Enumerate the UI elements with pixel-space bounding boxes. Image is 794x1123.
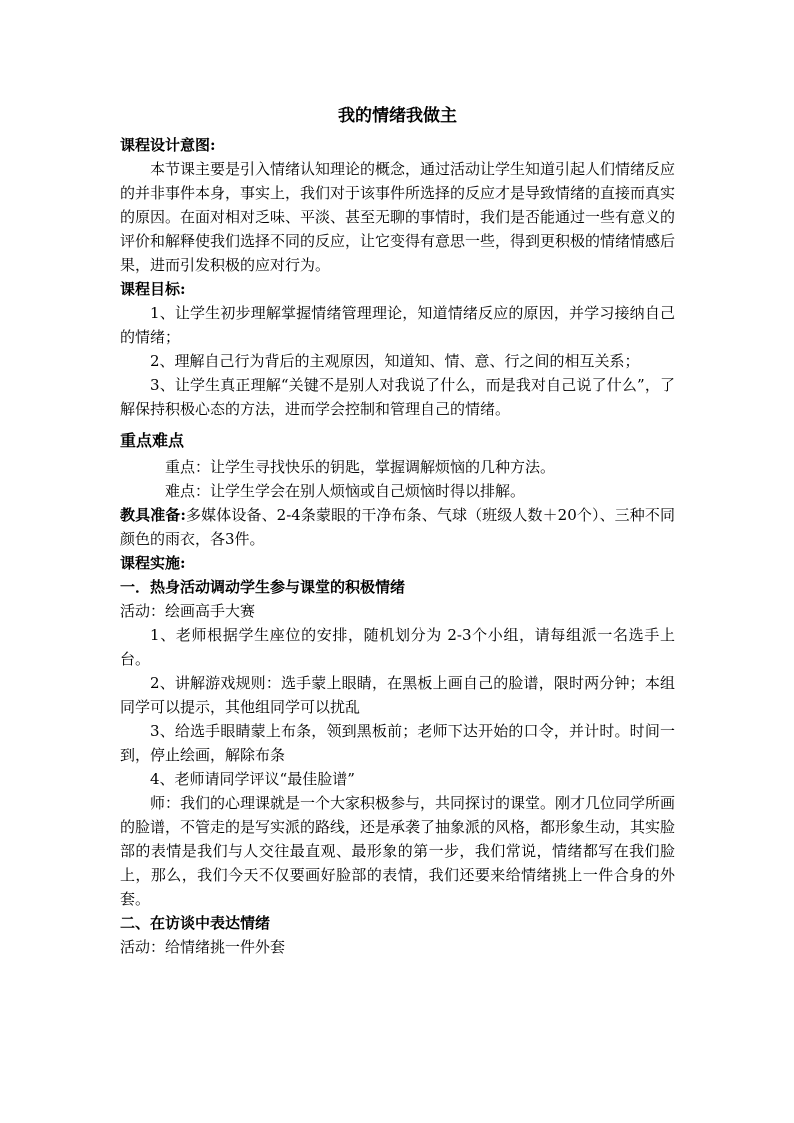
section-1-heading: 一．热身活动调动学生参与课堂的积极情绪 (120, 578, 406, 596)
difficult-point: 难点：让学生学会在别人烦恼或自己烦恼时得以排解。 (165, 482, 526, 500)
materials-text: 多媒体设备、2-4条蒙眼的干净布条、气球（班级人数＋20个）、三种不同颜色的雨衣，各3件。 (120, 506, 675, 548)
goals-heading: 课程目标: (120, 280, 186, 298)
goal-item-3: 3、让学生真正理解“关键不是别人对我说了什么，而是我对自己说了什么”，了解保持积极心态的方法，进而学会控制和管理自己的情绪。 (120, 376, 675, 418)
goal-item-2: 2、理解自己行为背后的主观原因，知道知、情、意、行之间的相互关系； (150, 352, 640, 370)
materials-paragraph (120, 503, 675, 551)
section-1-step-4: 4、老师请同学评议“最佳脸谱” (150, 770, 355, 788)
document-title: 我的情绪我做主 (338, 106, 457, 126)
materials-label: 教具准备: (120, 506, 186, 524)
implementation-heading: 课程实施: (120, 554, 186, 572)
intent-heading: 课程设计意图: (120, 136, 216, 154)
goal-item-1: 1、让学生初步理解掌握情绪管理理论，知道情绪反应的原因，并学习接纳自己的情绪； (120, 304, 675, 346)
section-1-step-3: 3、给选手眼睛蒙上布条，领到黑板前；老师下达开始的口令，并计时。时间一到，停止绘画，解除布条 (120, 722, 675, 764)
key-points-heading: 重点难点 (120, 431, 185, 450)
document-page (120, 103, 675, 959)
key-point: 重点：让学生寻找快乐的钥匙，掌握调解烦恼的几种方法。 (165, 458, 556, 476)
teacher-paragraph: 师：我们的心理课就是一个大家积极参与，共同探讨的课堂。刚才几位同学所画的脸谱，不管走的是写实派的路线，还是承袭了抽象派的风格，都形象生动，其实脸部的表情是我们与人交往最直观、最形象的第一步，我们常说，情绪都写在我们脸上，那么，我们今天不仅要画好脸部的表情，我们还要来给情绪挑上一件合身的外套。 (120, 794, 676, 908)
intent-paragraph: 本节课主要是引入情绪认知理论的概念，通过活动让学生知道引起人们情绪反应的并非事件本身，事实上，我们对于该事件所选择的反应才是导致情绪的直接而真实的原因。在面对相对乏味、平淡、甚至无聊的事情时，我们是否能通过一些有意义的评价和解释使我们选择不同的反应，让它变得有意思一些，得到更积极的情绪情感后果，进而引发积极的应对行为。 (120, 160, 676, 274)
section-2-activity: 活动：给情绪挑一件外套 (120, 938, 286, 956)
section-1-step-2: 2、讲解游戏规则：选手蒙上眼睛，在黑板上画自己的脸谱，限时两分钟；本组同学可以提示，其他组同学可以扰乱 (120, 674, 675, 716)
section-1-activity: 活动：绘画高手大赛 (120, 602, 256, 620)
section-1-step-1: 1、老师根据学生座位的安排，随机划分为 2-3个小组，请每组派一名选手上台。 (120, 626, 675, 668)
section-2-heading: 二、在访谈中表达情绪 (120, 914, 271, 932)
